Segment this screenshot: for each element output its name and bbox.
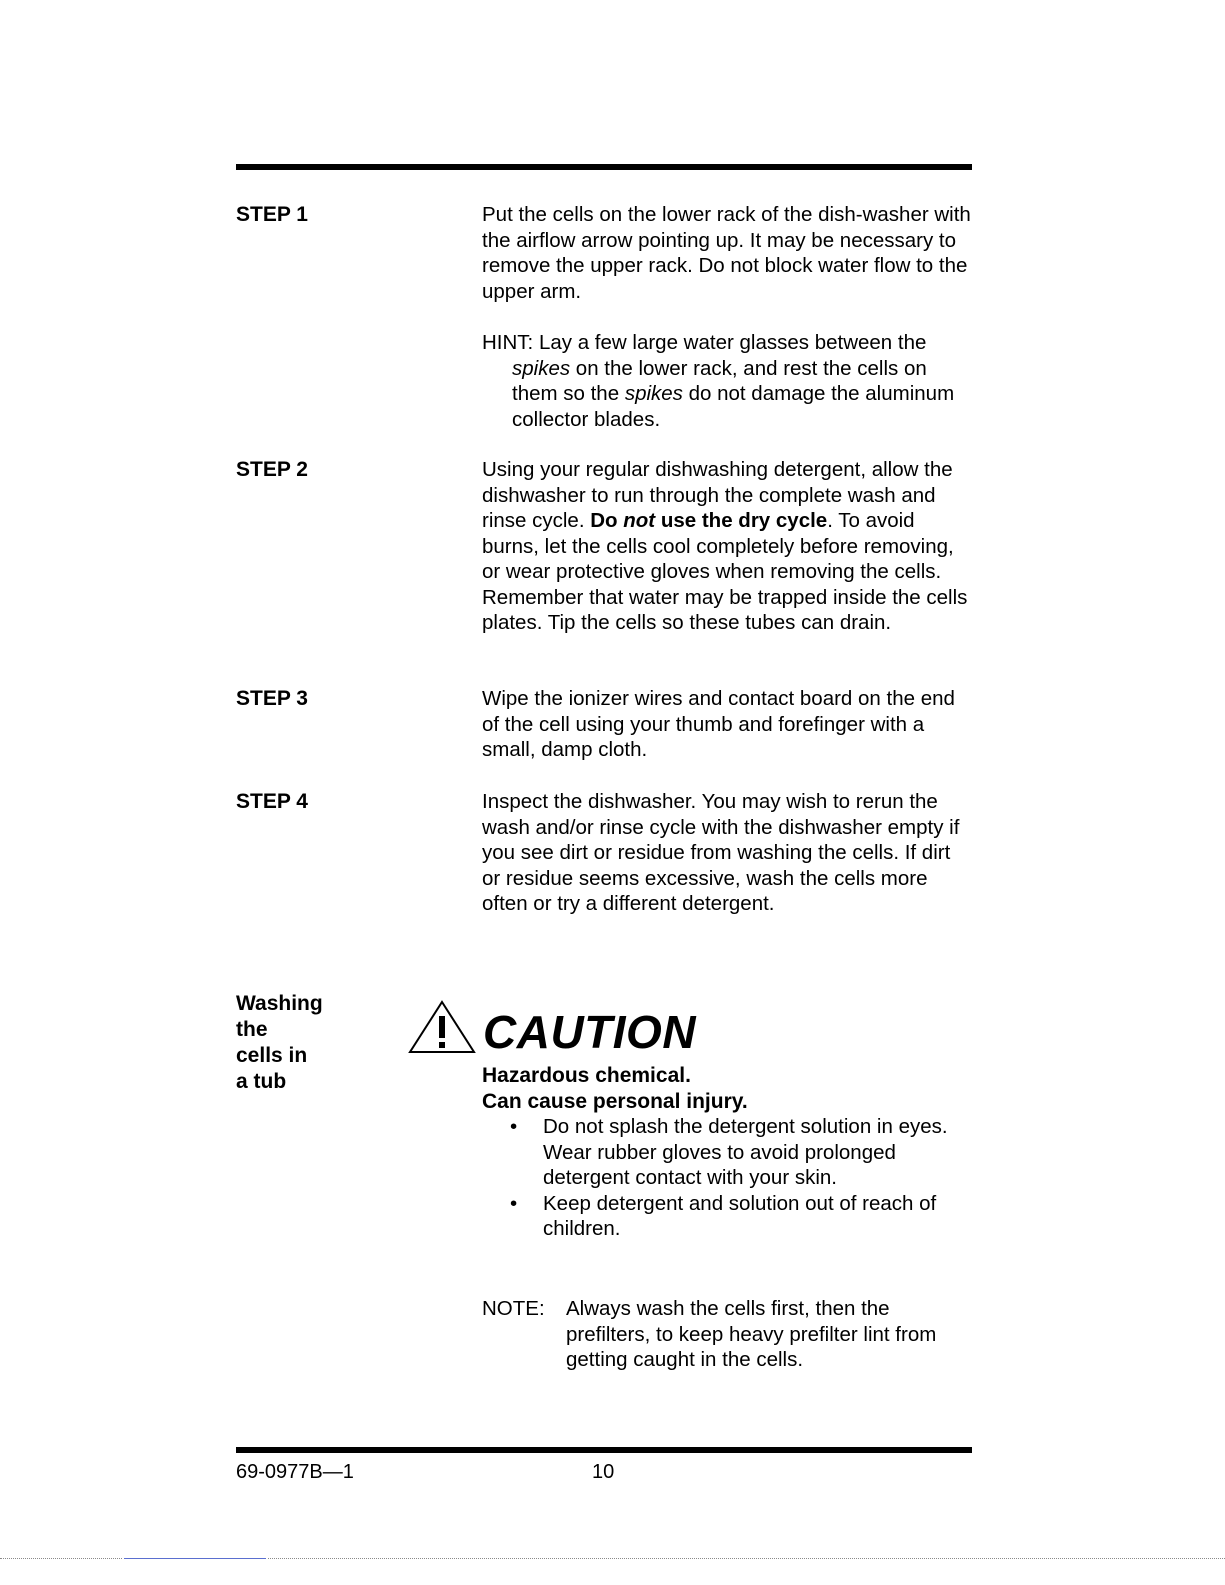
section-heading: Washing the cells in a tub bbox=[236, 992, 323, 1093]
page-number: 10 bbox=[592, 1461, 615, 1483]
hazard-line-1: Hazardous chemical. bbox=[482, 1064, 691, 1087]
dotted-divider-right bbox=[268, 1558, 1225, 1559]
list-item: • Do not splash the detergent solution in eyes. Wear rubber gloves to avoid prolonged detergent contact with your skin. bbox=[510, 1115, 948, 1189]
dotted-divider-mid bbox=[124, 1558, 266, 1559]
step-1-text: Put the cells on the lower rack of the dish-washer with the airflow arrow pointing up. It may be necessary to remove the upper rack. Do not block water flow to the upper arm. bbox=[482, 203, 971, 303]
caution-title: CAUTION bbox=[483, 1006, 697, 1058]
caution-bullet-list bbox=[482, 1114, 974, 1242]
step-4-label: STEP 4 bbox=[236, 790, 308, 813]
list-item: • Keep detergent and solution out of reach of children. bbox=[510, 1191, 937, 1240]
step-1-label: STEP 1 bbox=[236, 203, 308, 226]
bottom-rule bbox=[236, 1447, 972, 1453]
step-2-text: Using your regular dishwashing detergent, allow the dishwasher to run through the complete wash and rinse cycle. Do not use the dry cycle. To avoid burns, let the cells cool completely before removing, or wear protective gloves when removing the cells. Remember that water may be trapped inside the cells plates. Tip the cells so these tubes can drain. bbox=[482, 458, 968, 634]
note-text: Always wash the cells first, then the prefilters, to keep heavy prefilter lint from getting caught in the cells. bbox=[566, 1297, 937, 1371]
top-rule bbox=[236, 164, 972, 170]
step-2-label: STEP 2 bbox=[236, 458, 308, 481]
hint-emphasis-spikes: spikes bbox=[512, 356, 571, 380]
note-label: NOTE: bbox=[482, 1297, 545, 1320]
step-3-label: STEP 3 bbox=[236, 687, 308, 710]
hazard-line-2: Can cause personal injury. bbox=[482, 1090, 748, 1113]
bullet-icon: • bbox=[510, 1191, 518, 1215]
warning-triangle-icon bbox=[408, 1000, 476, 1054]
dotted-divider-left bbox=[0, 1558, 122, 1559]
hint-emphasis-spikes-2: spikes bbox=[624, 382, 683, 405]
document-number: 69-0977B—1 bbox=[236, 1461, 354, 1483]
bullet-icon: • bbox=[510, 1115, 518, 1138]
step-3-text: Wipe the ionizer wires and contact board on the end of the cell using your thumb and forefinger with a small, damp cloth. bbox=[482, 687, 955, 761]
step-4-text: Inspect the dishwasher. You may wish to rerun the wash and/or rinse cycle with the dishwasher empty if you see dirt or residue from washing the cells. If dirt or residue seems excessive, wash the cells more often or try a different detergent. bbox=[482, 790, 960, 915]
hint-text: HINT: Lay a few large water glasses between the spikes on the lower rack, and rest the cells on them so the spikes do not damage the aluminum collector blades. bbox=[482, 331, 955, 431]
dry-cycle-warning: Do not use the dry cycle bbox=[590, 509, 828, 532]
